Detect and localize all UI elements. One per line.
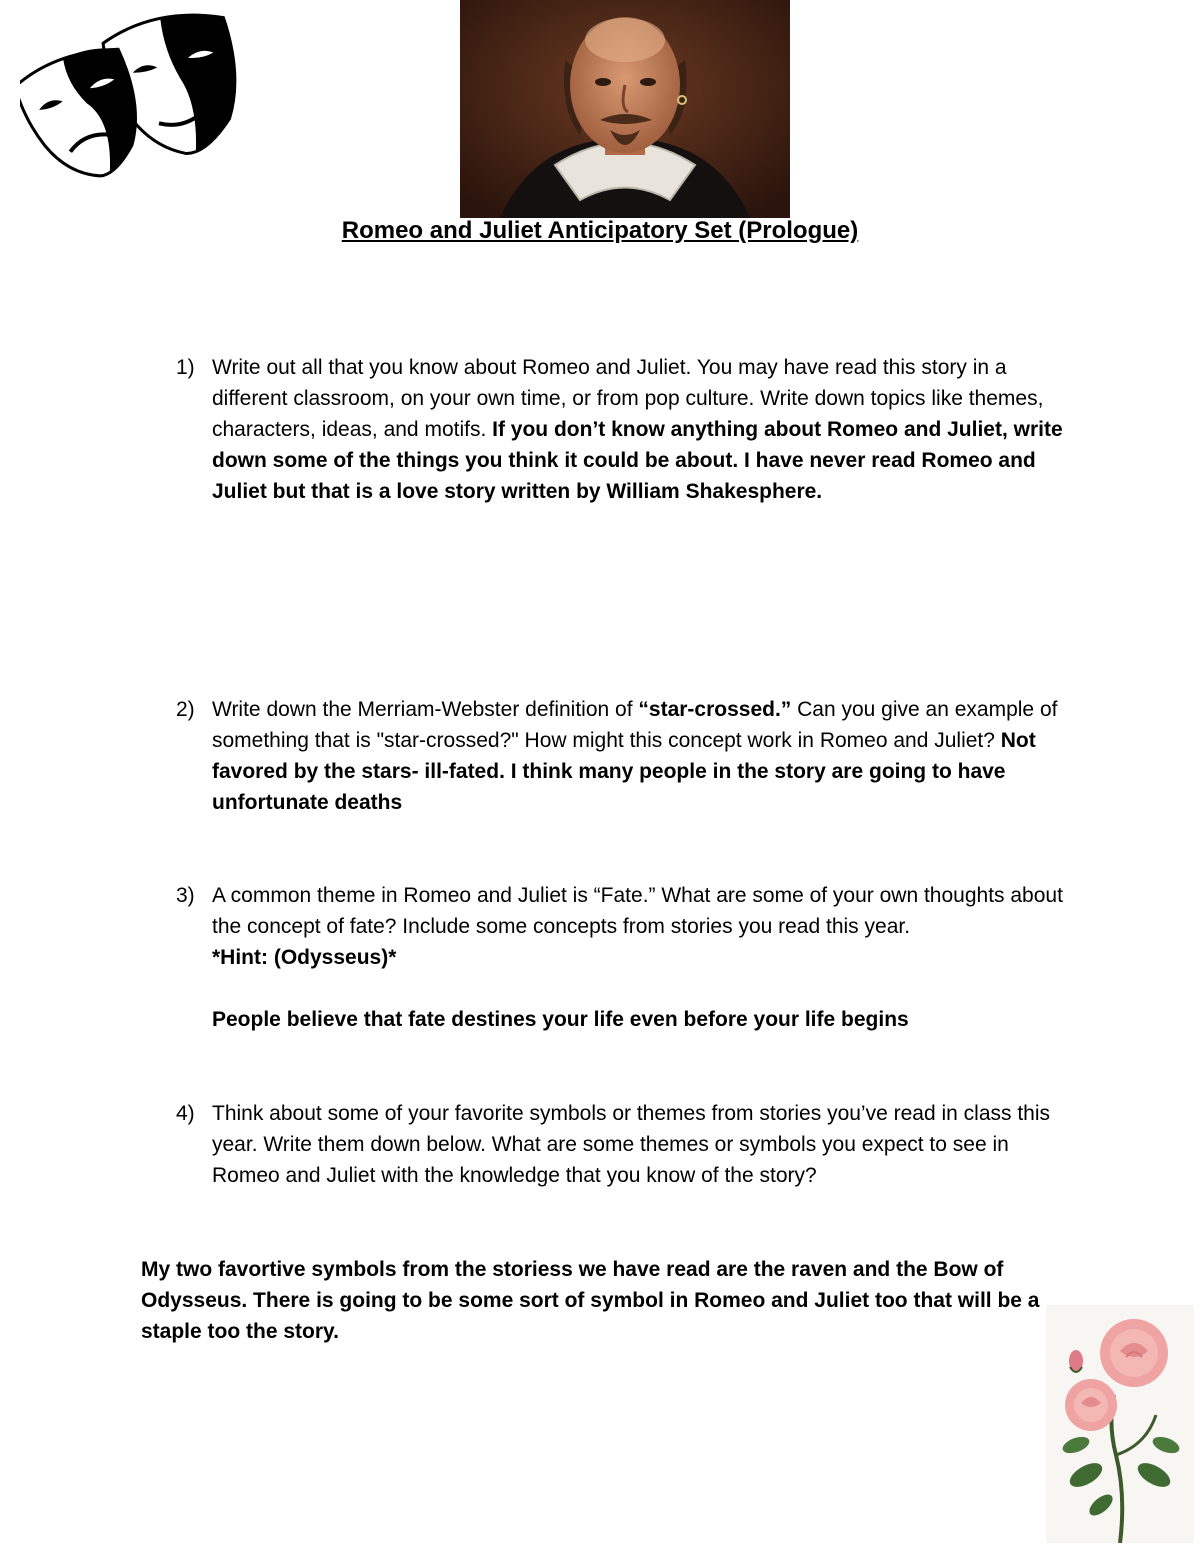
question-body xyxy=(212,352,1076,507)
theater-masks-image xyxy=(20,8,250,178)
question-3 xyxy=(176,880,1076,1035)
question-prompt-continued: Can you give an example of something that is "star-crossed?" How might this concept work in Romeo and Juliet? xyxy=(212,698,1058,752)
question-2 xyxy=(176,694,1076,818)
page-title: Romeo and Juliet Anticipatory Set (Prologue) xyxy=(341,217,859,244)
question-1 xyxy=(176,352,1076,507)
question-prompt: Write out all that you know about Romeo and Juliet. You may have read this story in a different classroom, on your own time, or from pop culture. Write down topics like themes, characters, ideas, and motifs. xyxy=(212,356,1044,441)
question-number: 1) xyxy=(176,356,195,379)
final-answer: My two favortive symbols from the storiess we have read are the raven and the Bow of Odysseus. There is going to be some sort of symbol in Romeo and Juliet too that will be a staple too the story. xyxy=(141,1258,1040,1343)
answer-text: People believe that fate destines your life even before your life begins xyxy=(212,1008,909,1031)
term-star-crossed: “star-crossed.” xyxy=(638,698,792,721)
answer-text: Not favored by the stars- ill-fated. I think many people in the story are going to have unfortunate deaths xyxy=(212,729,1036,814)
answer-text: If you don’t know anything about Romeo and Juliet, write down some of the things you think it could be about. I have never read Romeo and Juliet but that is a love story written by William Shakesphere. xyxy=(212,418,1063,503)
question-body xyxy=(212,1098,1076,1191)
hint-text: *Hint: (Odysseus)* xyxy=(212,946,397,969)
question-prompt: Write down the Merriam-Webster definition of xyxy=(212,698,639,721)
question-body xyxy=(212,880,1076,1035)
question-number: 3) xyxy=(176,884,195,907)
rose-illustration-image xyxy=(1046,1305,1194,1543)
question-4 xyxy=(176,1098,1076,1191)
question-number: 4) xyxy=(176,1102,195,1125)
question-number: 2) xyxy=(176,698,195,721)
question-prompt: Think about some of your favorite symbols or themes from stories you’ve read in class this year. Write them down below. What are some themes or symbols you expect to see in Romeo and Juliet with the knowledge that you know of the story? xyxy=(212,1102,1051,1187)
question-prompt: A common theme in Romeo and Juliet is “Fate.” What are some of your own thoughts about the concept of fate? Include some concepts from stories you read this year. xyxy=(212,884,1063,938)
shakespeare-portrait-image xyxy=(460,0,790,218)
question-body xyxy=(212,694,1076,818)
spacer xyxy=(212,973,1076,1004)
